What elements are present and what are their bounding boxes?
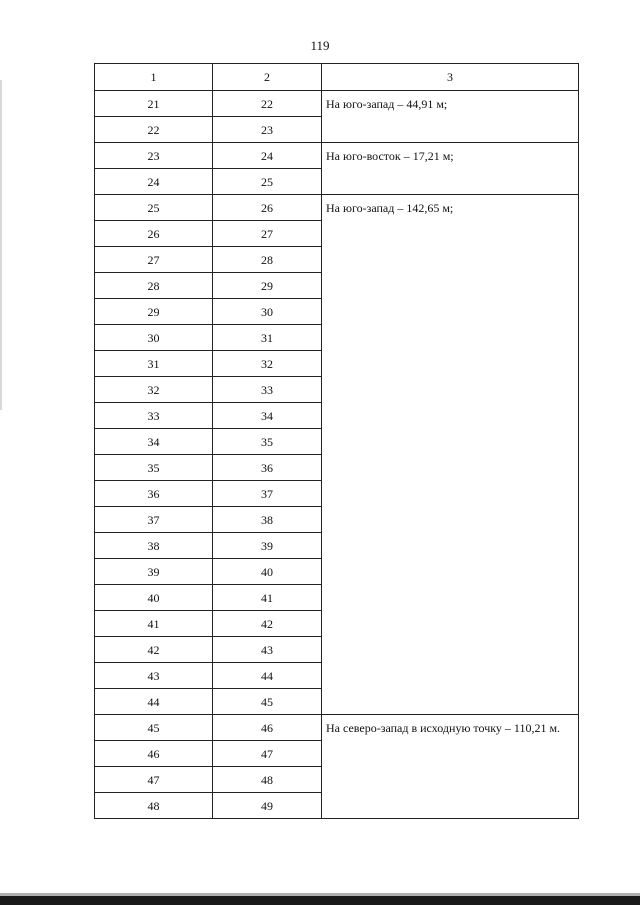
to-point: 26 bbox=[213, 195, 322, 221]
direction-description: На юго-запад – 44,91 м; bbox=[322, 91, 579, 143]
to-point: 42 bbox=[213, 611, 322, 637]
from-point: 22 bbox=[95, 117, 213, 143]
from-point: 38 bbox=[95, 533, 213, 559]
to-point: 37 bbox=[213, 481, 322, 507]
to-point: 46 bbox=[213, 715, 322, 741]
from-point: 41 bbox=[95, 611, 213, 637]
to-point: 39 bbox=[213, 533, 322, 559]
to-point: 49 bbox=[213, 793, 322, 819]
table-row bbox=[95, 195, 579, 221]
from-point: 27 bbox=[95, 247, 213, 273]
from-point: 35 bbox=[95, 455, 213, 481]
to-point: 36 bbox=[213, 455, 322, 481]
from-point: 48 bbox=[95, 793, 213, 819]
to-point: 38 bbox=[213, 507, 322, 533]
from-point: 43 bbox=[95, 663, 213, 689]
direction-description: На северо-запад в исходную точку – 110,21 м. bbox=[322, 715, 579, 819]
scan-bottom-edge bbox=[0, 896, 640, 905]
to-point: 28 bbox=[213, 247, 322, 273]
from-point: 26 bbox=[95, 221, 213, 247]
from-point: 44 bbox=[95, 689, 213, 715]
from-point: 45 bbox=[95, 715, 213, 741]
to-point: 27 bbox=[213, 221, 322, 247]
from-point: 33 bbox=[95, 403, 213, 429]
from-point: 29 bbox=[95, 299, 213, 325]
to-point: 40 bbox=[213, 559, 322, 585]
table-row bbox=[95, 143, 579, 169]
to-point: 24 bbox=[213, 143, 322, 169]
from-point: 21 bbox=[95, 91, 213, 117]
table-header-row bbox=[95, 64, 579, 91]
to-point: 43 bbox=[213, 637, 322, 663]
to-point: 47 bbox=[213, 741, 322, 767]
to-point: 31 bbox=[213, 325, 322, 351]
header-col-3: 3 bbox=[322, 64, 579, 91]
from-point: 37 bbox=[95, 507, 213, 533]
from-point: 40 bbox=[95, 585, 213, 611]
to-point: 35 bbox=[213, 429, 322, 455]
from-point: 25 bbox=[95, 195, 213, 221]
to-point: 34 bbox=[213, 403, 322, 429]
from-point: 34 bbox=[95, 429, 213, 455]
table-row bbox=[95, 91, 579, 117]
table-row bbox=[95, 715, 579, 741]
scan-edge-mark bbox=[0, 80, 2, 410]
from-point: 24 bbox=[95, 169, 213, 195]
to-point: 25 bbox=[213, 169, 322, 195]
page-number: 119 bbox=[310, 38, 330, 53]
to-point: 44 bbox=[213, 663, 322, 689]
to-point: 29 bbox=[213, 273, 322, 299]
to-point: 22 bbox=[213, 91, 322, 117]
to-point: 33 bbox=[213, 377, 322, 403]
to-point: 45 bbox=[213, 689, 322, 715]
header-col-1: 1 bbox=[95, 64, 213, 91]
to-point: 30 bbox=[213, 299, 322, 325]
from-point: 28 bbox=[95, 273, 213, 299]
from-point: 42 bbox=[95, 637, 213, 663]
header-col-2: 2 bbox=[213, 64, 322, 91]
from-point: 46 bbox=[95, 741, 213, 767]
from-point: 31 bbox=[95, 351, 213, 377]
to-point: 41 bbox=[213, 585, 322, 611]
from-point: 23 bbox=[95, 143, 213, 169]
from-point: 30 bbox=[95, 325, 213, 351]
direction-description: На юго-восток – 17,21 м; bbox=[322, 143, 579, 195]
to-point: 32 bbox=[213, 351, 322, 377]
to-point: 23 bbox=[213, 117, 322, 143]
boundary-table bbox=[94, 63, 579, 819]
from-point: 39 bbox=[95, 559, 213, 585]
to-point: 48 bbox=[213, 767, 322, 793]
direction-description: На юго-запад – 142,65 м; bbox=[322, 195, 579, 715]
from-point: 36 bbox=[95, 481, 213, 507]
from-point: 32 bbox=[95, 377, 213, 403]
from-point: 47 bbox=[95, 767, 213, 793]
